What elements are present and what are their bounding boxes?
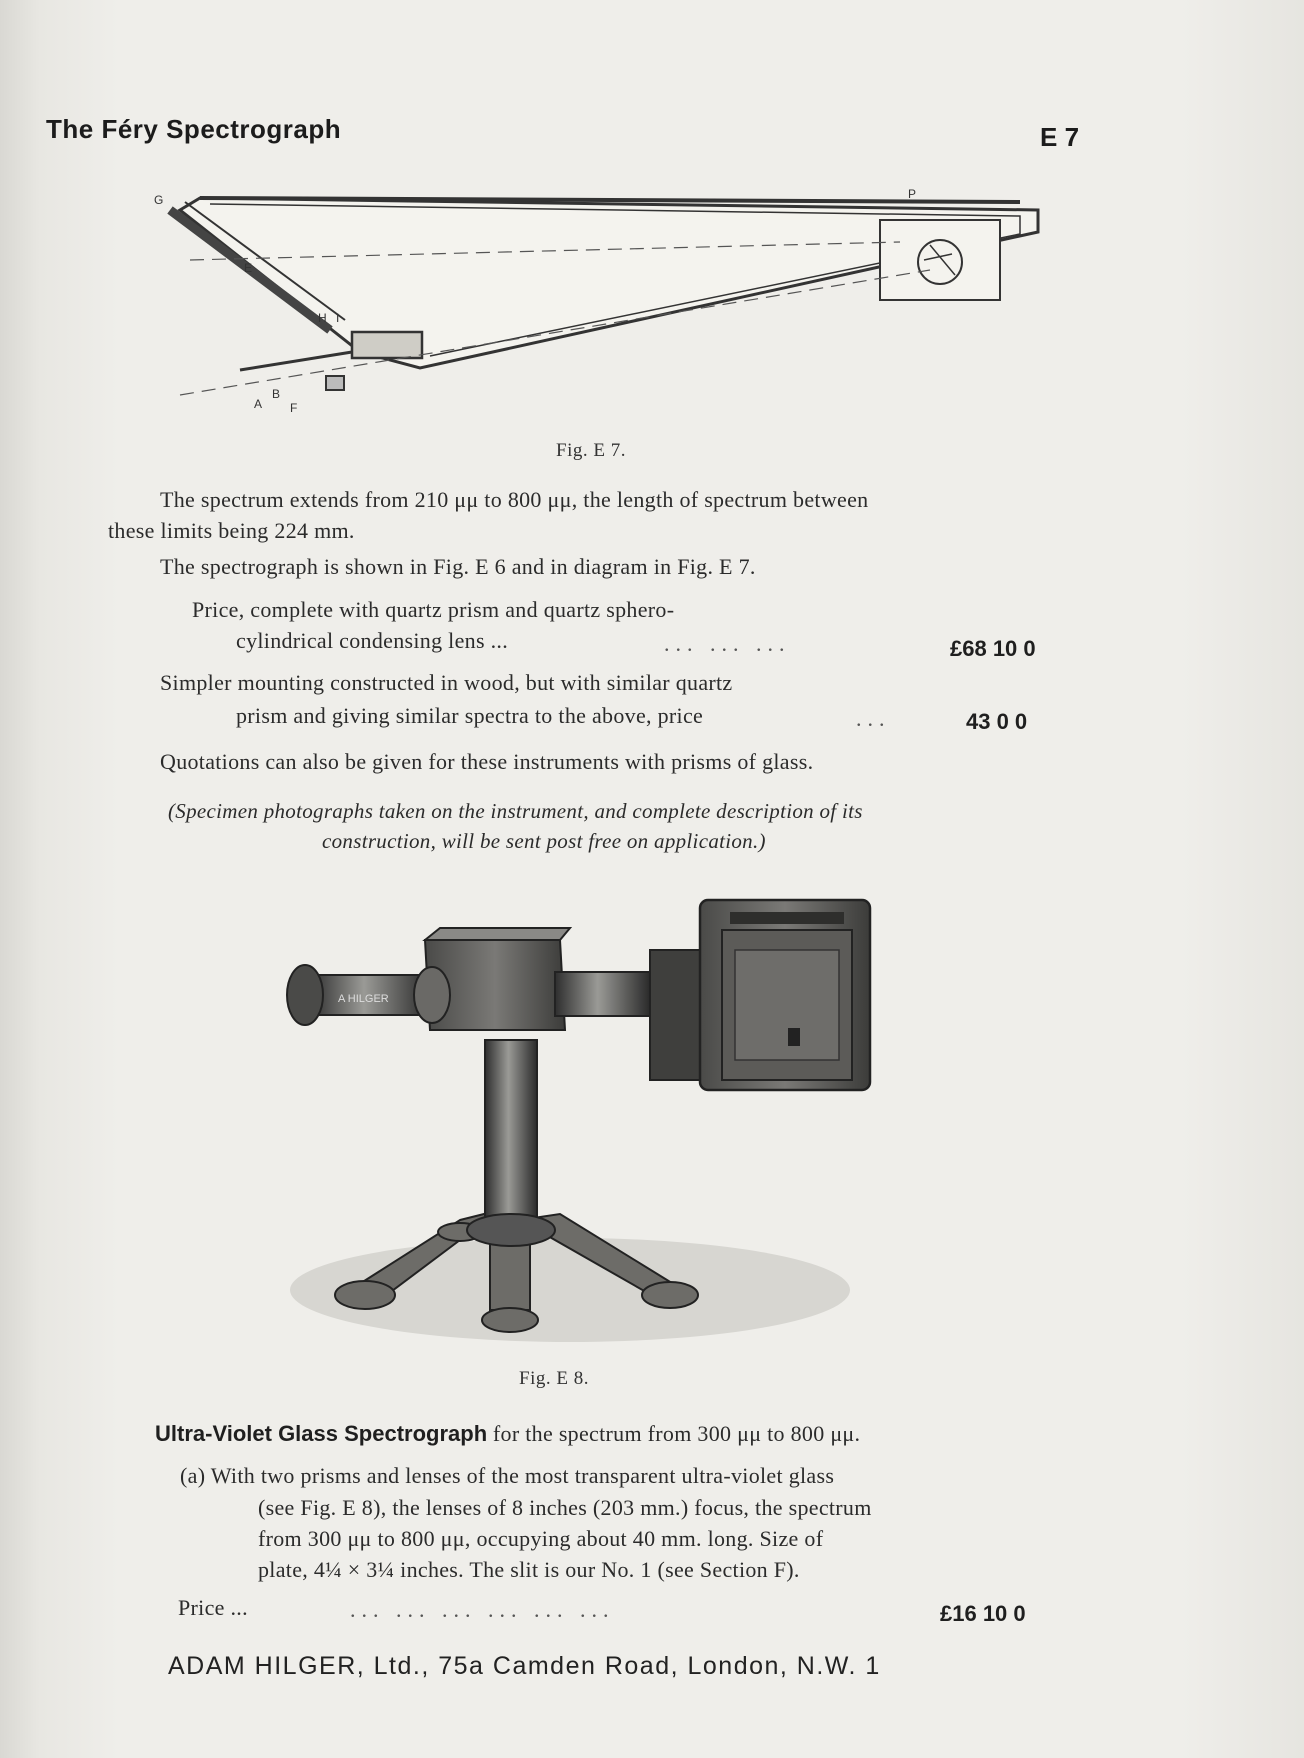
- price2-line1: Simpler mounting constructed in wood, but with similar quartz: [160, 670, 733, 695]
- price1-dots: ... ... ...: [664, 631, 791, 656]
- note-line2: construction, will be sent post free on application.): [322, 829, 766, 853]
- price2-value: 43 0 0: [966, 709, 1028, 734]
- diagram-label-h: H: [318, 311, 327, 325]
- spectrograph-illustration: [260, 880, 880, 1360]
- figure-caption-e7: Fig. E 7.: [556, 440, 626, 461]
- engraving-text: A HILGER: [338, 993, 389, 1005]
- page-number: E 7: [1040, 122, 1080, 152]
- publisher-footer: ADAM HILGER, Ltd., 75a Camden Road, London, N.W. 1: [168, 1652, 881, 1680]
- price2-line2: prism and giving similar spectra to the above, price: [236, 703, 704, 728]
- price1-line1: Price, complete with quartz prism and quartz sphero-: [192, 597, 675, 622]
- price2-dots: ...: [856, 706, 891, 731]
- diagram-label-e: E: [244, 261, 253, 275]
- uv-price-label: Price ...: [178, 1595, 248, 1620]
- uv-item-line4: plate, 4¼ × 3¼ inches. The slit is our No. 1 (see Section F).: [258, 1557, 800, 1582]
- diagram-label-b: B: [272, 387, 281, 401]
- uv-item-line1: (a) With two prisms and lenses of the most transparent ultra-violet glass: [180, 1463, 835, 1488]
- uv-heading: Ultra-Violet Glass Spectrograph: [155, 1421, 488, 1446]
- diagram-label-i: I: [336, 311, 340, 325]
- paragraph-figure-reference: The spectrograph is shown in Fig. E 6 and in diagram in Fig. E 7.: [160, 554, 756, 579]
- diagram-label-f: F: [290, 401, 298, 415]
- diagram-label-a: A: [254, 397, 263, 411]
- page-title: The Féry Spectrograph: [46, 114, 342, 144]
- paragraph-spectrum-line1: The spectrum extends from 210 μμ to 800 μμ, the length of spectrum between: [160, 487, 869, 512]
- figure-caption-e8: Fig. E 8.: [519, 1368, 589, 1389]
- paragraph-spectrum-line2: these limits being 224 mm.: [108, 518, 355, 543]
- spectrograph-diagram: [140, 180, 1060, 420]
- note-line1: (Specimen photographs taken on the instrument, and complete description of its: [168, 799, 863, 823]
- diagram-label-g: G: [154, 193, 164, 207]
- uv-item-line3: from 300 μμ to 800 μμ, occupying about 40 mm. long. Size of: [258, 1526, 824, 1551]
- uv-item-line2: (see Fig. E 8), the lenses of 8 inches (203 mm.) focus, the spectrum: [258, 1495, 872, 1520]
- uv-price-value: £16 10 0: [940, 1601, 1026, 1626]
- uv-heading-row: [155, 1418, 860, 1449]
- uv-heading-rest: for the spectrum from 300 μμ to 800 μμ.: [492, 1421, 861, 1446]
- price1-value: £68 10 0: [950, 636, 1036, 661]
- uv-price-dots: ... ... ... ... ... ...: [350, 1597, 615, 1622]
- diagram-label-p: P: [908, 187, 917, 201]
- paragraph-quotations: Quotations can also be given for these instruments with prisms of glass.: [160, 749, 814, 774]
- price1-line2: cylindrical condensing lens ...: [236, 628, 509, 653]
